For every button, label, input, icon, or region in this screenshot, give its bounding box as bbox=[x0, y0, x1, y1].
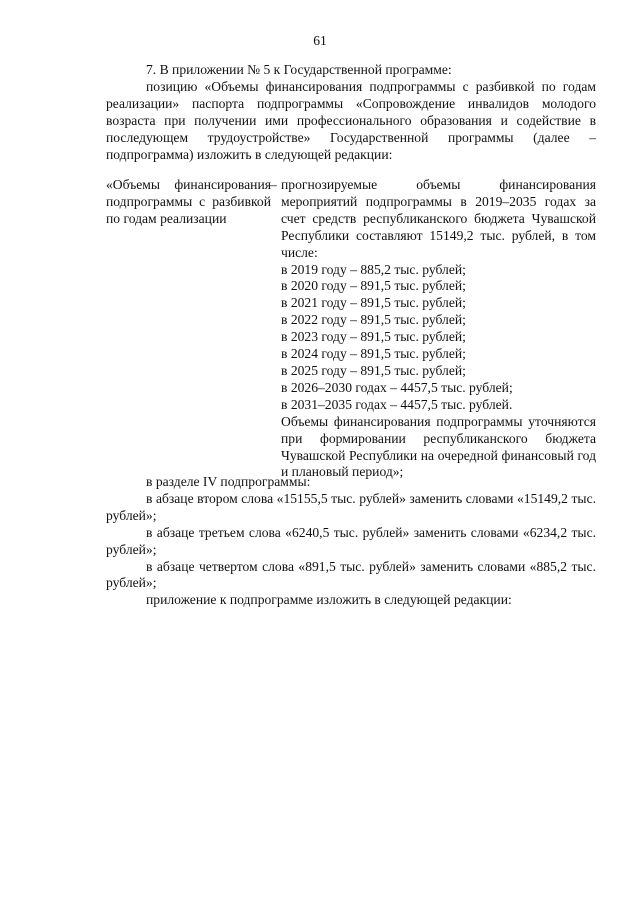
year-item: в 2031–2035 годах – 4457,5 тыс. рублей. bbox=[281, 396, 513, 412]
page-number: 61 bbox=[313, 33, 327, 48]
financing-closing: Объемы финансирования подпрограммы уточняются при формировании республиканского бюджета Чувашской Республики на очередной финансовый год и плановый период»; bbox=[281, 413, 596, 480]
year-item: в 2022 году – 891,5 тыс. рублей; bbox=[281, 312, 466, 328]
year-item: в 2019 году – 885,2 тыс. рублей; bbox=[281, 261, 466, 277]
year-item: в 2026–2030 годах – 4457,5 тыс. рублей; bbox=[281, 379, 513, 395]
section-heading: в разделе IV подпрограммы: bbox=[146, 474, 311, 489]
change-paragraph-3: в абзаце третьем слова «6240,5 тыс. рублей» заменить словами «6234,2 тыс. рублей»; bbox=[106, 524, 596, 557]
changes-block bbox=[106, 474, 596, 609]
change-paragraph-2: в абзаце втором слова «15155,5 тыс. рублей» заменить словами «15149,2 тыс. рублей»; bbox=[106, 490, 596, 523]
year-item: в 2024 году – 891,5 тыс. рублей; bbox=[281, 346, 466, 362]
year-item: в 2023 году – 891,5 тыс. рублей; bbox=[281, 329, 466, 345]
change-paragraph-4: в абзаце четвертом слова «891,5 тыс. рублей» заменить словами «885,2 тыс. рублей»; bbox=[106, 558, 596, 591]
year-item: в 2025 году – 891,5 тыс. рублей; bbox=[281, 362, 466, 378]
intro-paragraph: позицию «Объемы финансирования подпрограммы с разбивкой по годам реализации» паспорта подпрограммы «Сопровождение инвалидов молодого возраста при получении ими профессионального образования и содействие в последующем трудоустройстве» Государственной программы (далее – подпрограмма) изложить в следующей редакции: bbox=[106, 78, 596, 162]
yearly-financing-list bbox=[281, 262, 596, 414]
item-heading: 7. В приложении № 5 к Государственной программе: bbox=[146, 62, 452, 77]
appendix-instruction: приложение к подпрограмме изложить в следующей редакции: bbox=[146, 592, 512, 608]
position-dash: – bbox=[270, 177, 277, 192]
intro-block bbox=[106, 62, 596, 163]
year-item: в 2021 году – 891,5 тыс. рублей; bbox=[281, 295, 466, 311]
position-content bbox=[281, 177, 596, 481]
year-item: в 2020 году – 891,5 тыс. рублей; bbox=[281, 278, 466, 294]
financing-lead: прогнозируемые объемы финансирования мероприятий подпрограммы в 2019–2035 годах за счет средств республиканского бюджета Чувашской Республики составляют 15149,2 тыс. рублей, в том числе: bbox=[281, 177, 596, 260]
position-label: «Объемы финансирования подпрограммы с разбивкой по годам реализации bbox=[106, 177, 271, 226]
